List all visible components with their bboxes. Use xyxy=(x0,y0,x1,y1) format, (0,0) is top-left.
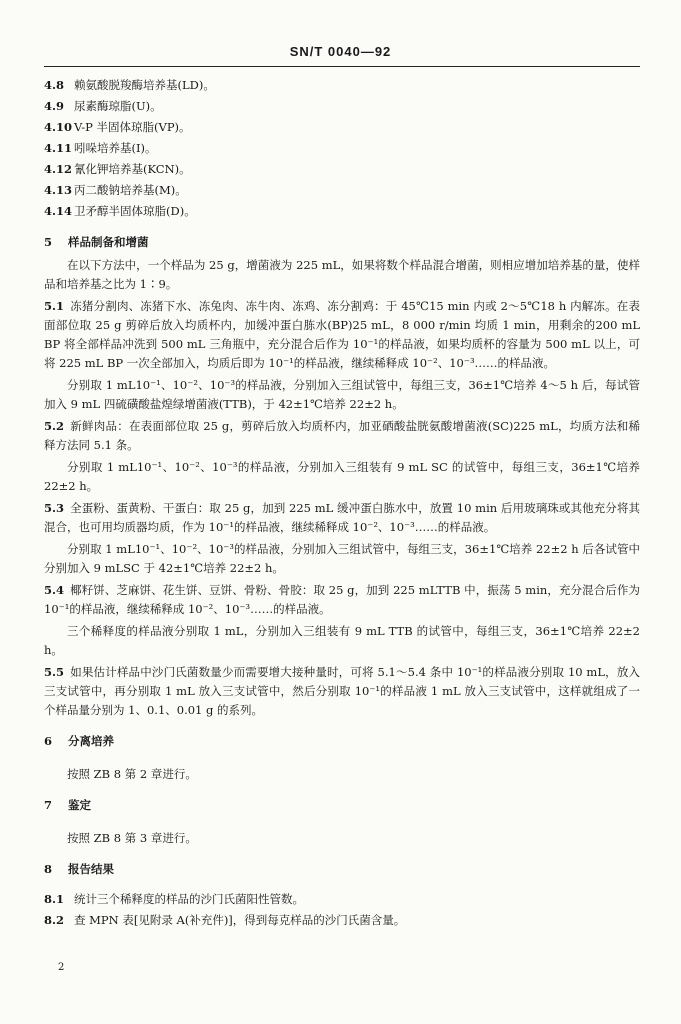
item-number: 4.12 xyxy=(44,162,73,176)
subsection xyxy=(44,417,640,455)
subsection-text: 冻猪分割肉、冻猪下水、冻兔肉、冻牛肉、冻鸡、冻分割鸡：于 45℃15 min 内或 2～5℃18 h 内解冻。在表面部位取 25 g 剪碎后放入均质杯内，加缓冲蛋白胨水(BP)25 mL，8 000 r/min 均质 1 min，用剩余的200 mL BP 将全部样品冲洗到 500 mL 三角瓶中，充分混合后作为 10⁻¹的样品液，如果均质杯的容量为 500 mL 以上，可将 225 mL BP 一次全部加入，均质后即为 10⁻¹的样品液，继续稀释成 10⁻²、10⁻³……的样品液。 xyxy=(44,299,640,370)
subsection-number: 5.2 xyxy=(44,419,65,433)
item-text: 氰化钾培养基(KCN)。 xyxy=(74,162,191,176)
list-item xyxy=(44,76,640,95)
section-title: 报告结果 xyxy=(68,862,114,876)
subsection xyxy=(44,499,640,537)
item-text: 吲哚培养基(I)。 xyxy=(74,141,157,155)
subsection-number: 5.1 xyxy=(44,299,65,313)
item-text: 丙二酸钠培养基(M)。 xyxy=(74,183,187,197)
list-item xyxy=(44,160,640,179)
subsection-text: 椰籽饼、芝麻饼、花生饼、豆饼、骨粉、骨胶：取 25 g，加到 225 mLTTB 中，振荡 5 min，充分混合后作为 10⁻¹的样品液，继续稀释成 10⁻²、10⁻³……的样品液。 xyxy=(44,583,640,616)
item-number: 4.13 xyxy=(44,183,73,197)
list-item xyxy=(44,911,640,930)
item-number: 4.14 xyxy=(44,204,73,218)
paragraph: 在以下方法中，一个样品为 25 g，增菌液为 225 mL，如果将数个样品混合增菌，则相应增加培养基的量，使样品和培养基之比为 1∶9。 xyxy=(44,258,640,291)
paragraph: 分别取 1 mL10⁻¹、10⁻²、10⁻³的样品液，分别加入三组试管中，每组三支，36±1℃培养 22±2 h 后各试管中分别加入 9 mLSC 于 42±1℃培养 22±2 h。 xyxy=(44,542,640,575)
subsection-text: 如果估计样品中沙门氏菌数量少而需要增大接种量时，可将 5.1～5.4 条中 10⁻¹的样品液分别取 10 mL，放入三支试管中，再分别取 1 mL 放入三支试管中，然后分别取 10⁻¹的样品液 1 mL 放入三支试管中，这样就组成了一个样品量分别为 1、0.1、0.01 g 的系列。 xyxy=(44,665,640,717)
subsection xyxy=(44,581,640,619)
spacer xyxy=(44,752,640,762)
list-item xyxy=(44,139,640,158)
list-item xyxy=(44,181,640,200)
item-number: 4.8 xyxy=(44,78,65,92)
section-number: 6 xyxy=(44,734,53,748)
item-text: 赖氨酸脱羧酶培养基(LD)。 xyxy=(74,78,215,92)
list-item xyxy=(44,202,640,221)
section-number: 5 xyxy=(44,235,53,249)
section-number: 7 xyxy=(44,798,53,812)
item-number: 4.9 xyxy=(44,99,65,113)
list-item xyxy=(44,890,640,909)
section-heading xyxy=(44,732,640,752)
paragraph: 三个稀释度的样品液分别取 1 mL，分别加入三组装有 9 mL TTB 的试管中，每组三支，36±1℃培养 22±2 h。 xyxy=(44,624,640,657)
subsection-number: 5.5 xyxy=(44,665,65,679)
document-body xyxy=(44,76,640,932)
section-title: 鉴定 xyxy=(68,798,91,812)
section-title: 分离培养 xyxy=(68,734,114,748)
section-heading xyxy=(44,233,640,253)
paragraph: 按照 ZB 8 第 3 章进行。 xyxy=(67,831,197,845)
spacer xyxy=(44,816,640,826)
item-number: 4.11 xyxy=(44,141,73,155)
subsection-text: 新鲜肉品：在表面部位取 25 g，剪碎后放入均质杯内，加亚硒酸盐胱氨酸增菌液(SC)225 mL，均质方法和稀释方法同 5.1 条。 xyxy=(44,419,640,452)
item-text: 统计三个稀释度的样品的沙门氏菌阳性管数。 xyxy=(74,892,304,906)
section-title: 样品制备和增菌 xyxy=(68,235,149,249)
section-number: 8 xyxy=(44,862,53,876)
section-heading xyxy=(44,860,640,880)
section-heading xyxy=(44,796,640,816)
subsection xyxy=(44,297,640,373)
header-rule xyxy=(44,66,640,67)
item-text: 查 MPN 表[见附录 A(补充件)]，得到每克样品的沙门氏菌含量。 xyxy=(74,913,406,927)
paragraph: 分别取 1 mL10⁻¹、10⁻²、10⁻³的样品液，分别加入三组试管中，每组三支，36±1℃培养 4～5 h 后，每试管加入 9 mL 四硫磺酸盐煌绿增菌液(TTB)，于 42±1℃培养 22±2 h。 xyxy=(44,378,640,411)
item-number: 8.2 xyxy=(44,913,65,927)
subsection xyxy=(44,663,640,720)
subsection-number: 5.3 xyxy=(44,501,65,515)
subsection-number: 5.4 xyxy=(44,583,65,597)
item-text: 尿素酶琼脂(U)。 xyxy=(74,99,162,113)
item-text: V-P 半固体琼脂(VP)。 xyxy=(74,120,191,134)
item-number: 4.10 xyxy=(44,120,73,134)
paragraph: 分别取 1 mL10⁻¹、10⁻²、10⁻³的样品液，分别加入三组装有 9 mL SC 的试管中，每组三支，36±1℃培养 22±2 h。 xyxy=(44,460,640,493)
item-number: 8.1 xyxy=(44,892,65,906)
list-item xyxy=(44,118,640,137)
spacer xyxy=(44,880,640,890)
list-item xyxy=(44,97,640,116)
paragraph: 按照 ZB 8 第 2 章进行。 xyxy=(67,767,197,781)
subsection-text: 全蛋粉、蛋黄粉、干蛋白：取 25 g，加到 225 mL 缓冲蛋白胨水中，放置 10 min 后用玻璃珠或其他充分将其混合，也可用均质器均质，作为 10⁻¹的样品液，继续稀释成 10⁻²、10⁻³……的样品液。 xyxy=(44,501,640,534)
page-number: 2 xyxy=(58,962,65,973)
item-text: 卫矛醇半固体琼脂(D)。 xyxy=(74,204,196,218)
standard-code-header: SN/T 0040—92 xyxy=(289,44,392,59)
